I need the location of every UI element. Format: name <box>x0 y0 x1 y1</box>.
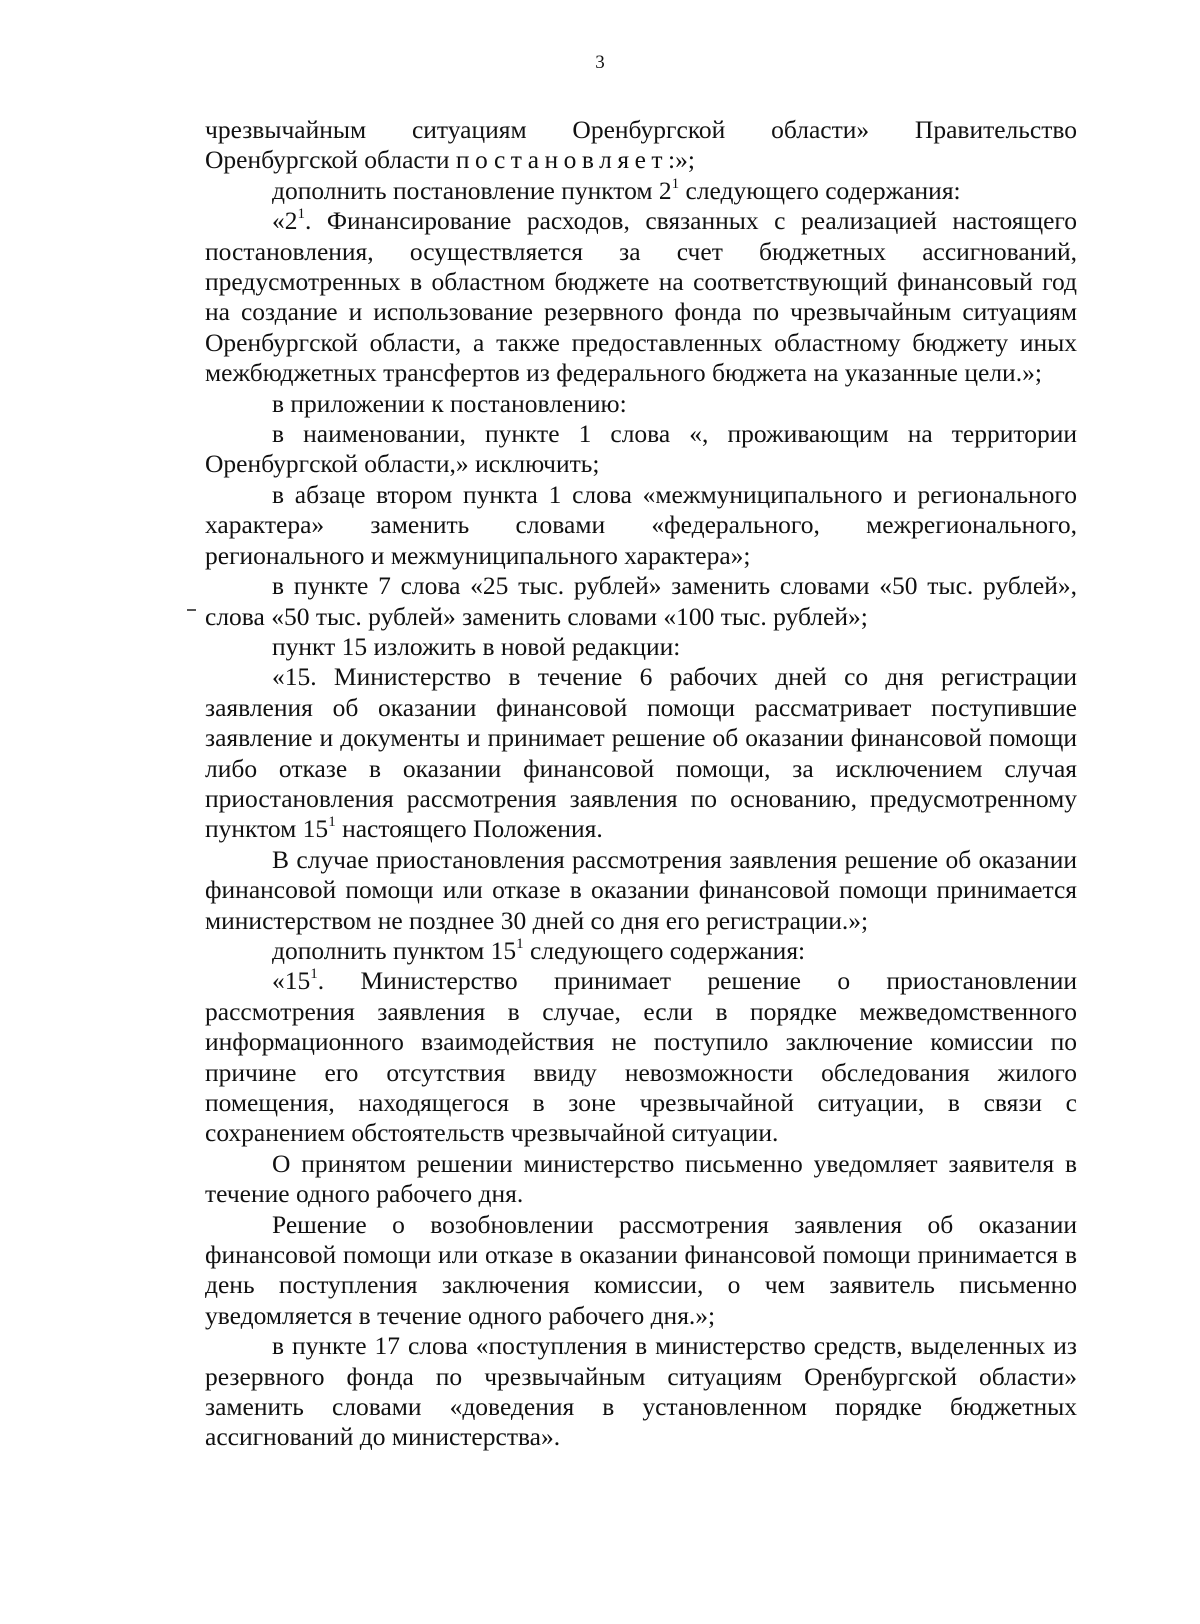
p11-end: следующего содержания: <box>523 935 806 965</box>
page-number: 3 <box>595 52 605 73</box>
p2-end: следующего содержания: <box>679 175 961 205</box>
p3-superscript: 1 <box>297 206 305 223</box>
paragraph-11 <box>205 936 1077 966</box>
p9-text: «15. Министерство в течение 6 рабочих дней со дня регистрации заявления об оказании финансовой помощи рассматривает поступившие заявление и документы и принимает решение об оказании финансовой помощи либо отказе в оказании финансовой помощи, за исключением случая приостановления рассмотрения заявления по основанию, предусмотренному пунктом 15 <box>205 662 1077 844</box>
p11-text: дополнить пунктом 15 <box>272 935 517 965</box>
paragraph-4: в приложении к постановлению: <box>272 388 627 418</box>
paragraph-2 <box>205 176 1077 206</box>
p9-superscript: 1 <box>328 814 336 831</box>
p1-end: :»; <box>668 145 695 175</box>
p1-text: чрезвычайным ситуациям Оренбургской области» Правительство Оренбургской области <box>205 115 1077 175</box>
paragraph-13: О принятом решении министерство письменно уведомляет заявителя в течение одного рабочего дня. <box>205 1148 1077 1209</box>
paragraph-14: Решение о возобновлении рассмотрения заявления об оказании финансовой помощи или отказе в оказании финансовой помощи принимается в день поступления заключения комиссии, о чем заявитель письменно уведомляется в течение одного рабочего дня.»; <box>205 1209 1077 1330</box>
p9-end: настоящего Положения. <box>335 814 603 844</box>
p3-start: «2 <box>272 206 298 236</box>
paragraph-10: В случае приостановления рассмотрения заявления решение об оказании финансовой помощи или отказе в оказании финансовой помощи принимается министерством не позднее 30 дней со дня его регистрации.»; <box>205 844 1077 935</box>
p12-text: . Министерство принимает решение о приостановлении рассмотрения заявления в случае, если в порядке межведомственного информационного взаимодействия не поступило заключение комиссии по причине его отсутствия ввиду невозможности обследования жилого помещения, находящегося в зоне чрезвычайной ситуации, в связи с сохранением обстоятельств чрезвычайной ситуации. <box>205 966 1077 1148</box>
paragraph-8: пункт 15 изложить в новой редакции: <box>272 631 681 661</box>
p11-superscript: 1 <box>516 935 524 952</box>
p2-superscript: 1 <box>671 175 680 192</box>
margin-mark <box>187 609 196 611</box>
paragraph-7: в пункте 7 слова «25 тыс. рублей» заменить словами «50 тыс. рублей», слова «50 тыс. рублей» заменить словами «100 тыс. рублей»; <box>205 571 1077 631</box>
p12-start: «15 <box>272 966 311 996</box>
paragraph-15: в пункте 17 слова «поступления в министерство средств, выделенных из резервного фонда по чрезвычайным ситуациям Оренбургской области» заменить словами «доведения в установленном порядке бюджетных ассигнований до министерства». <box>205 1331 1077 1452</box>
document-body <box>205 115 1077 1453</box>
p2-text: дополнить постановление пунктом 2 <box>272 175 672 205</box>
paragraph-1 <box>205 115 1077 176</box>
paragraph-12 <box>205 966 1077 1148</box>
paragraph-3 <box>205 206 1077 388</box>
paragraph-6: в абзаце втором пункта 1 слова «межмуниципального и регионального характера» заменить словами «федерального, межрегионального, регионального и межмуниципального характера»; <box>205 479 1077 570</box>
p3-text: . Финансирование расходов, связанных с реализацией настоящего постановления, осуществляется за счет бюджетных ассигнований, предусмотренных в областном бюджете на соответствующий финансовый год на создание и использование резервного фонда по чрезвычайным ситуациям Оренбургской области, а также предоставленных областному бюджету иных межбюджетных трансфертов из федерального бюджета на указанные цели.»; <box>205 206 1077 388</box>
p12-superscript: 1 <box>310 966 318 983</box>
paragraph-5: в наименовании, пункте 1 слова «, проживающим на территории Оренбургской области,» исключить; <box>205 419 1077 479</box>
paragraph-9 <box>205 662 1077 844</box>
p1-spaced-word: постановляет <box>455 145 669 175</box>
